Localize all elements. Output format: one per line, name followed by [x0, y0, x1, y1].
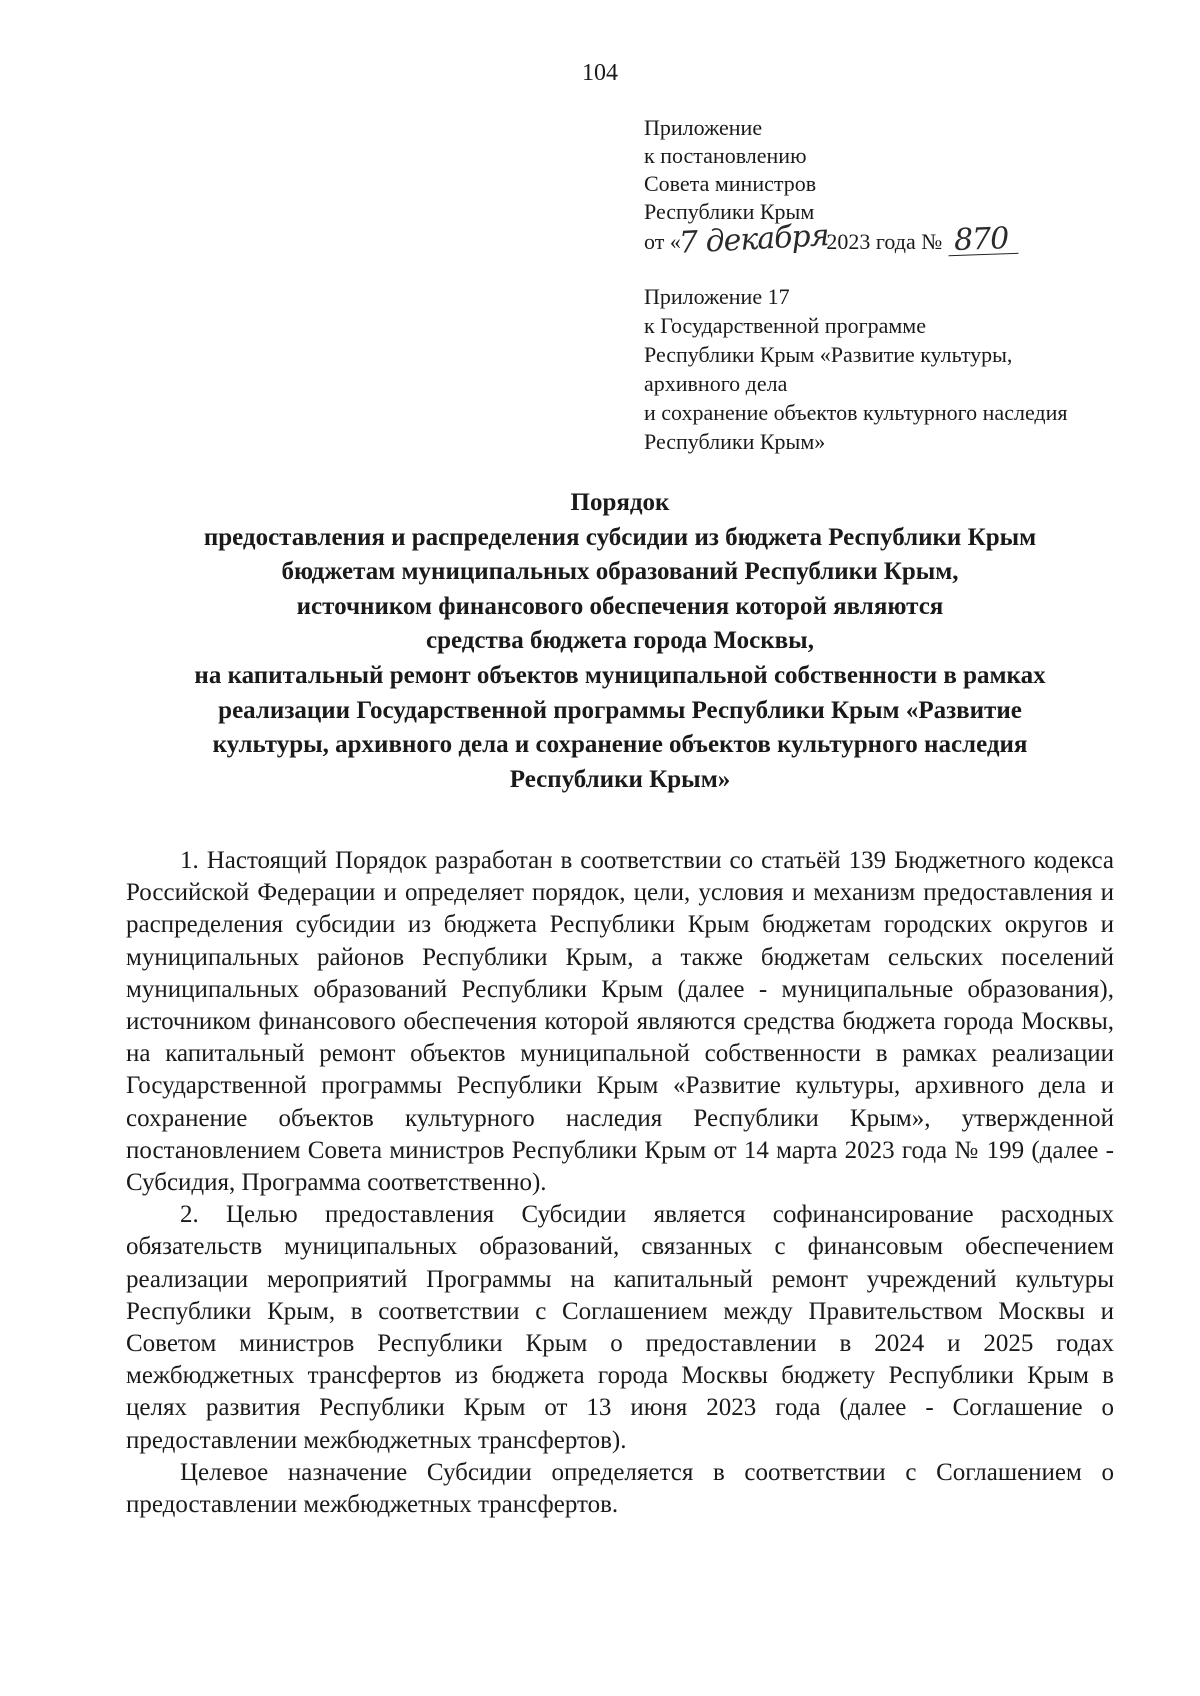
- page-number: 104: [582, 60, 618, 86]
- attachment-line: Совета министров: [644, 171, 817, 196]
- handwritten-date: 7 декабря: [677, 218, 830, 261]
- program-attachment-header: [644, 282, 1164, 456]
- title-line: Республики Крым»: [509, 765, 731, 793]
- title-line: на капитальный ремонт объектов муниципальной собственности в рамках: [194, 661, 1046, 689]
- program-attachment-line: Республики Крым «Развитие культуры,: [644, 342, 1013, 367]
- date-suffix: 2023 года №: [826, 229, 943, 254]
- title-line: реализации Государственной программы Республики Крым «Развитие: [218, 696, 1022, 724]
- attachment-line: к постановлению: [644, 143, 807, 168]
- document-title: [120, 486, 1120, 797]
- attachment-header: [644, 114, 1164, 261]
- attachment-line: Республики Крым: [644, 199, 815, 224]
- title-line: источником финансового обеспечения которой являются: [296, 592, 944, 620]
- body-paragraph: Целевое назначение Субсидии определяется в соответствии с Соглашением о предоставлении межбюджетных трансфертов.: [126, 1458, 1114, 1519]
- title-line: бюджетам муниципальных образований Республики Крым,: [281, 558, 959, 586]
- body-paragraph: 2. Целью предоставления Субсидии является софинансирование расходных обязательств муниципальных образований, связанных с финансовым обеспечением реализации мероприятий Программы на капитальный ремонт учреждений культуры Республики Крым, в соответствии с Соглашением между Правительством Москвы и Советом министров Республики Крым о предоставлении в 2024 и 2025 годах межбюджетных трансфертов из бюджета города Москвы бюджету Республики Крым в целях развития Республики Крым от 13 июня 2023 года (далее - Соглашение о предоставлении межбюджетных трансфертов).: [126, 1201, 1114, 1454]
- title-line: средства бюджета города Москвы,: [426, 627, 814, 655]
- resolution-date-line: [644, 218, 1164, 261]
- attachment-line: Приложение: [644, 115, 763, 140]
- handwritten-number: 870: [947, 225, 1018, 256]
- body-paragraph: 1. Настоящий Порядок разработан в соответствии со статьёй 139 Бюджетного кодекса Российской Федерации и определяет порядок, цели, условия и механизм предоставления и распределения субсидии из бюджета Республики Крым бюджетам городских округов и муниципальных районов Республики Крым, а также бюджетам сельских поселений муниципальных образований Республики Крым (далее - муниципальные образования), источником финансового обеспечения которой являются средства бюджета города Москвы, на капитальный ремонт объектов муниципальной собственности в рамках реализации Государственной программы Республики Крым «Развитие культуры, архивного дела и сохранение объектов культурного наследия Республики Крым», утвержденной постановлением Совета министров Республики Крым от 14 марта 2023 года № 199 (далее - Субсидия, Программа соответственно).: [126, 847, 1114, 1197]
- program-attachment-line: и сохранение объектов культурного наследия: [644, 400, 1068, 425]
- title-line: предоставления и распределения субсидии из бюджета Республики Крым: [203, 523, 1037, 551]
- program-attachment-line: Республики Крым»: [644, 429, 826, 454]
- title-line: культуры, архивного дела и сохранение объектов культурного наследия: [212, 731, 1028, 759]
- program-attachment-line: Приложение 17: [644, 284, 790, 309]
- title-line: Порядок: [570, 489, 670, 516]
- date-prefix: от «: [644, 229, 681, 254]
- document-body: [126, 845, 1114, 1521]
- program-attachment-line: архивного дела: [644, 371, 788, 396]
- program-attachment-line: к Государственной программе: [644, 313, 926, 338]
